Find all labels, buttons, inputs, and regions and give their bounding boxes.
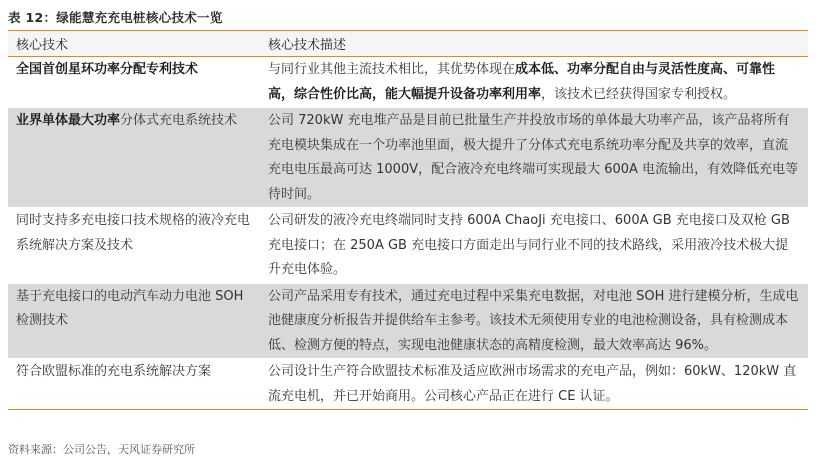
tech-description-cell <box>260 359 808 410</box>
tech-name-cell <box>8 208 260 284</box>
table-body <box>8 57 808 410</box>
description-text: 公司产品采用专有技术，通过充电过程中采集充电数据，对电池 SOH 进行建模分析，生成电池健康度分析报告并提供给车主参考。该技术无须使用专业的电池检测设备，具有检测成本低、检测方便的特点，实现电池健康状态的高精度检测，最大效率高达 96%。 <box>268 288 799 353</box>
tech-description-cell <box>260 208 808 284</box>
table-header-row <box>8 31 808 57</box>
table-row <box>8 108 808 208</box>
header-core-tech-description: 核心技术描述 <box>260 31 808 57</box>
tech-name-text: 分体式充电系统技术 <box>120 113 238 128</box>
tech-name-cell <box>8 108 260 208</box>
description-text: 与同行业其他主流技术相比，其优势体现在 <box>268 62 516 77</box>
tech-name-text: 符合欧盟标准的充电系统解决方案 <box>16 364 212 379</box>
tech-description-cell <box>260 57 808 108</box>
table-row <box>8 283 808 359</box>
description-text: 公司 720kW 充电堆产品是目前已批量生产并投放市场的单体最大功率产品，该产品将所有充电模块集成在一个功率池里面，极大提升了分体式充电系统功率分配及共享的效率，直流充电电压最高可达 1000V，配合液冷充电终端可实现最大 600A 电流输出，有效降低充电等待时间。 <box>268 113 799 202</box>
source-note: 资料来源：公司公告，天风证券研究所 <box>8 443 195 456</box>
tech-name-text: 全国首创星环功率分配专利技术 <box>16 62 199 77</box>
table-caption: 表 12：绿能慧充充电桩核心技术一览 <box>8 10 223 25</box>
tech-name-cell <box>8 57 260 108</box>
table-row <box>8 208 808 284</box>
tech-name-text: 同时支持多充电接口技术规格的液冷充电系统解决方案及技术 <box>16 213 251 253</box>
tech-name-highlight-text: 业界单体最大功率 <box>16 113 121 128</box>
tech-description-cell <box>260 283 808 359</box>
description-text: 公司研发的液冷充电终端同时支持 600A ChaoJi 充电接口、600A GB 充电接口及双枪 GB 充电接口；在 250A GB 充电接口方面走出与同行业不同的技术路线，采用液冷技术极大提升充电体验。 <box>268 213 790 277</box>
core-tech-table <box>8 30 808 410</box>
tech-name-cell <box>8 283 260 359</box>
header-core-tech: 核心技术 <box>8 31 260 57</box>
description-text: ，该技术已经获得国家专利授权。 <box>541 86 737 102</box>
tech-name-cell <box>8 359 260 410</box>
description-text: 公司设计生产符合欧盟技术标准及适应欧洲市场需求的充电产品，例如：60kW、120kW 直流充电机，并已开始商用。公司核心产品正在进行 CE 认证。 <box>268 364 797 404</box>
tech-name-text: 基于充电接口的电动汽车动力电池 SOH 检测技术 <box>16 288 244 328</box>
table-row <box>8 57 808 108</box>
tech-description-cell <box>260 108 808 208</box>
table-row <box>8 359 808 410</box>
description-highlight-text: 成本低、功率分配自由与灵活性度高、可靠性高，综合性价比高，能大幅提升设备功率利用率 <box>268 62 776 102</box>
